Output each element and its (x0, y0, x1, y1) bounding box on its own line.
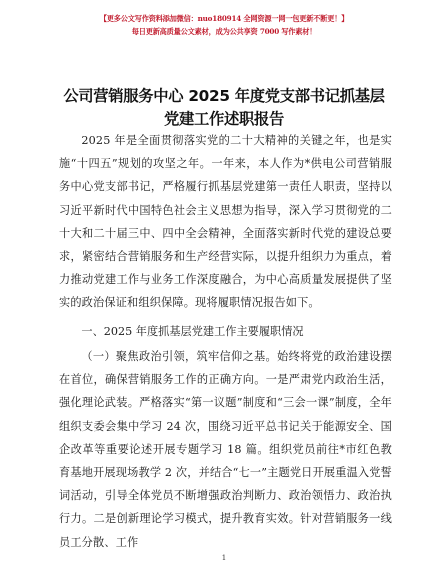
section-heading: 一、2025 年度抓基层党建工作主要履职情况 (81, 325, 304, 338)
intro-paragraph: 2025 年是全面贯彻落实党的二十大精神的关键之年，也是实施“十四五”规划的攻坚之年。一年来，本人作为*供电公司营销服务中心党支部书记，严格履行抓基层党建第一责任人职责，坚持以习近平新时代中国特色社会主义思想为指导，深入学习贯彻党的二十大和二十届三中、四中全会精神，全面落实新时代党的建设总要求，紧密结合营销服务和生产经营实际，以提升组织力为重点，着力推动党建工作与业务工作深度融合，为中心高质量发展提供了坚实的政治保证和组织保障。现将履职情况报告如下。 (59, 134, 392, 310)
document-title-line-1: 公司营销服务中心 2025 年度党支部书记抓基层 (63, 87, 385, 105)
promo-banner-line-1: 【更多公文写作资料添加微信：nuo180914 全网资源一网一包更新不断更！】 (99, 14, 349, 23)
document-title-line-2: 党建工作述职报告 (164, 110, 284, 128)
section-paragraph: （一）聚焦政治引领，筑牢信仰之基。始终将党的政治建设摆在首位，确保营销服务工作的正确方向。一是严肃党内政治生活，强化理论武装。严格落实“第一议题”制度和“三会一课”制度，全年组织支委会集中学习 24 次，围绕习近平总书记关于能源安全、国企改革等重要论述开展专题学习 18 篇。组织党员前往*市红色教育基地开展现场教学 2 次，并结合“七一”主题党日开展重温入党誓词活动，引导全体党员不断增强政治判断力、政治领悟力、政治执行力。二是创新理论学习模式，提升教育实效。针对营销服务一线员工分散、工作 (59, 350, 392, 549)
promo-banner-line-2: 每日更新高质量公文素材，成为公共享资 7000 写作素材！ (131, 27, 317, 36)
page-number: 1 (221, 554, 227, 562)
